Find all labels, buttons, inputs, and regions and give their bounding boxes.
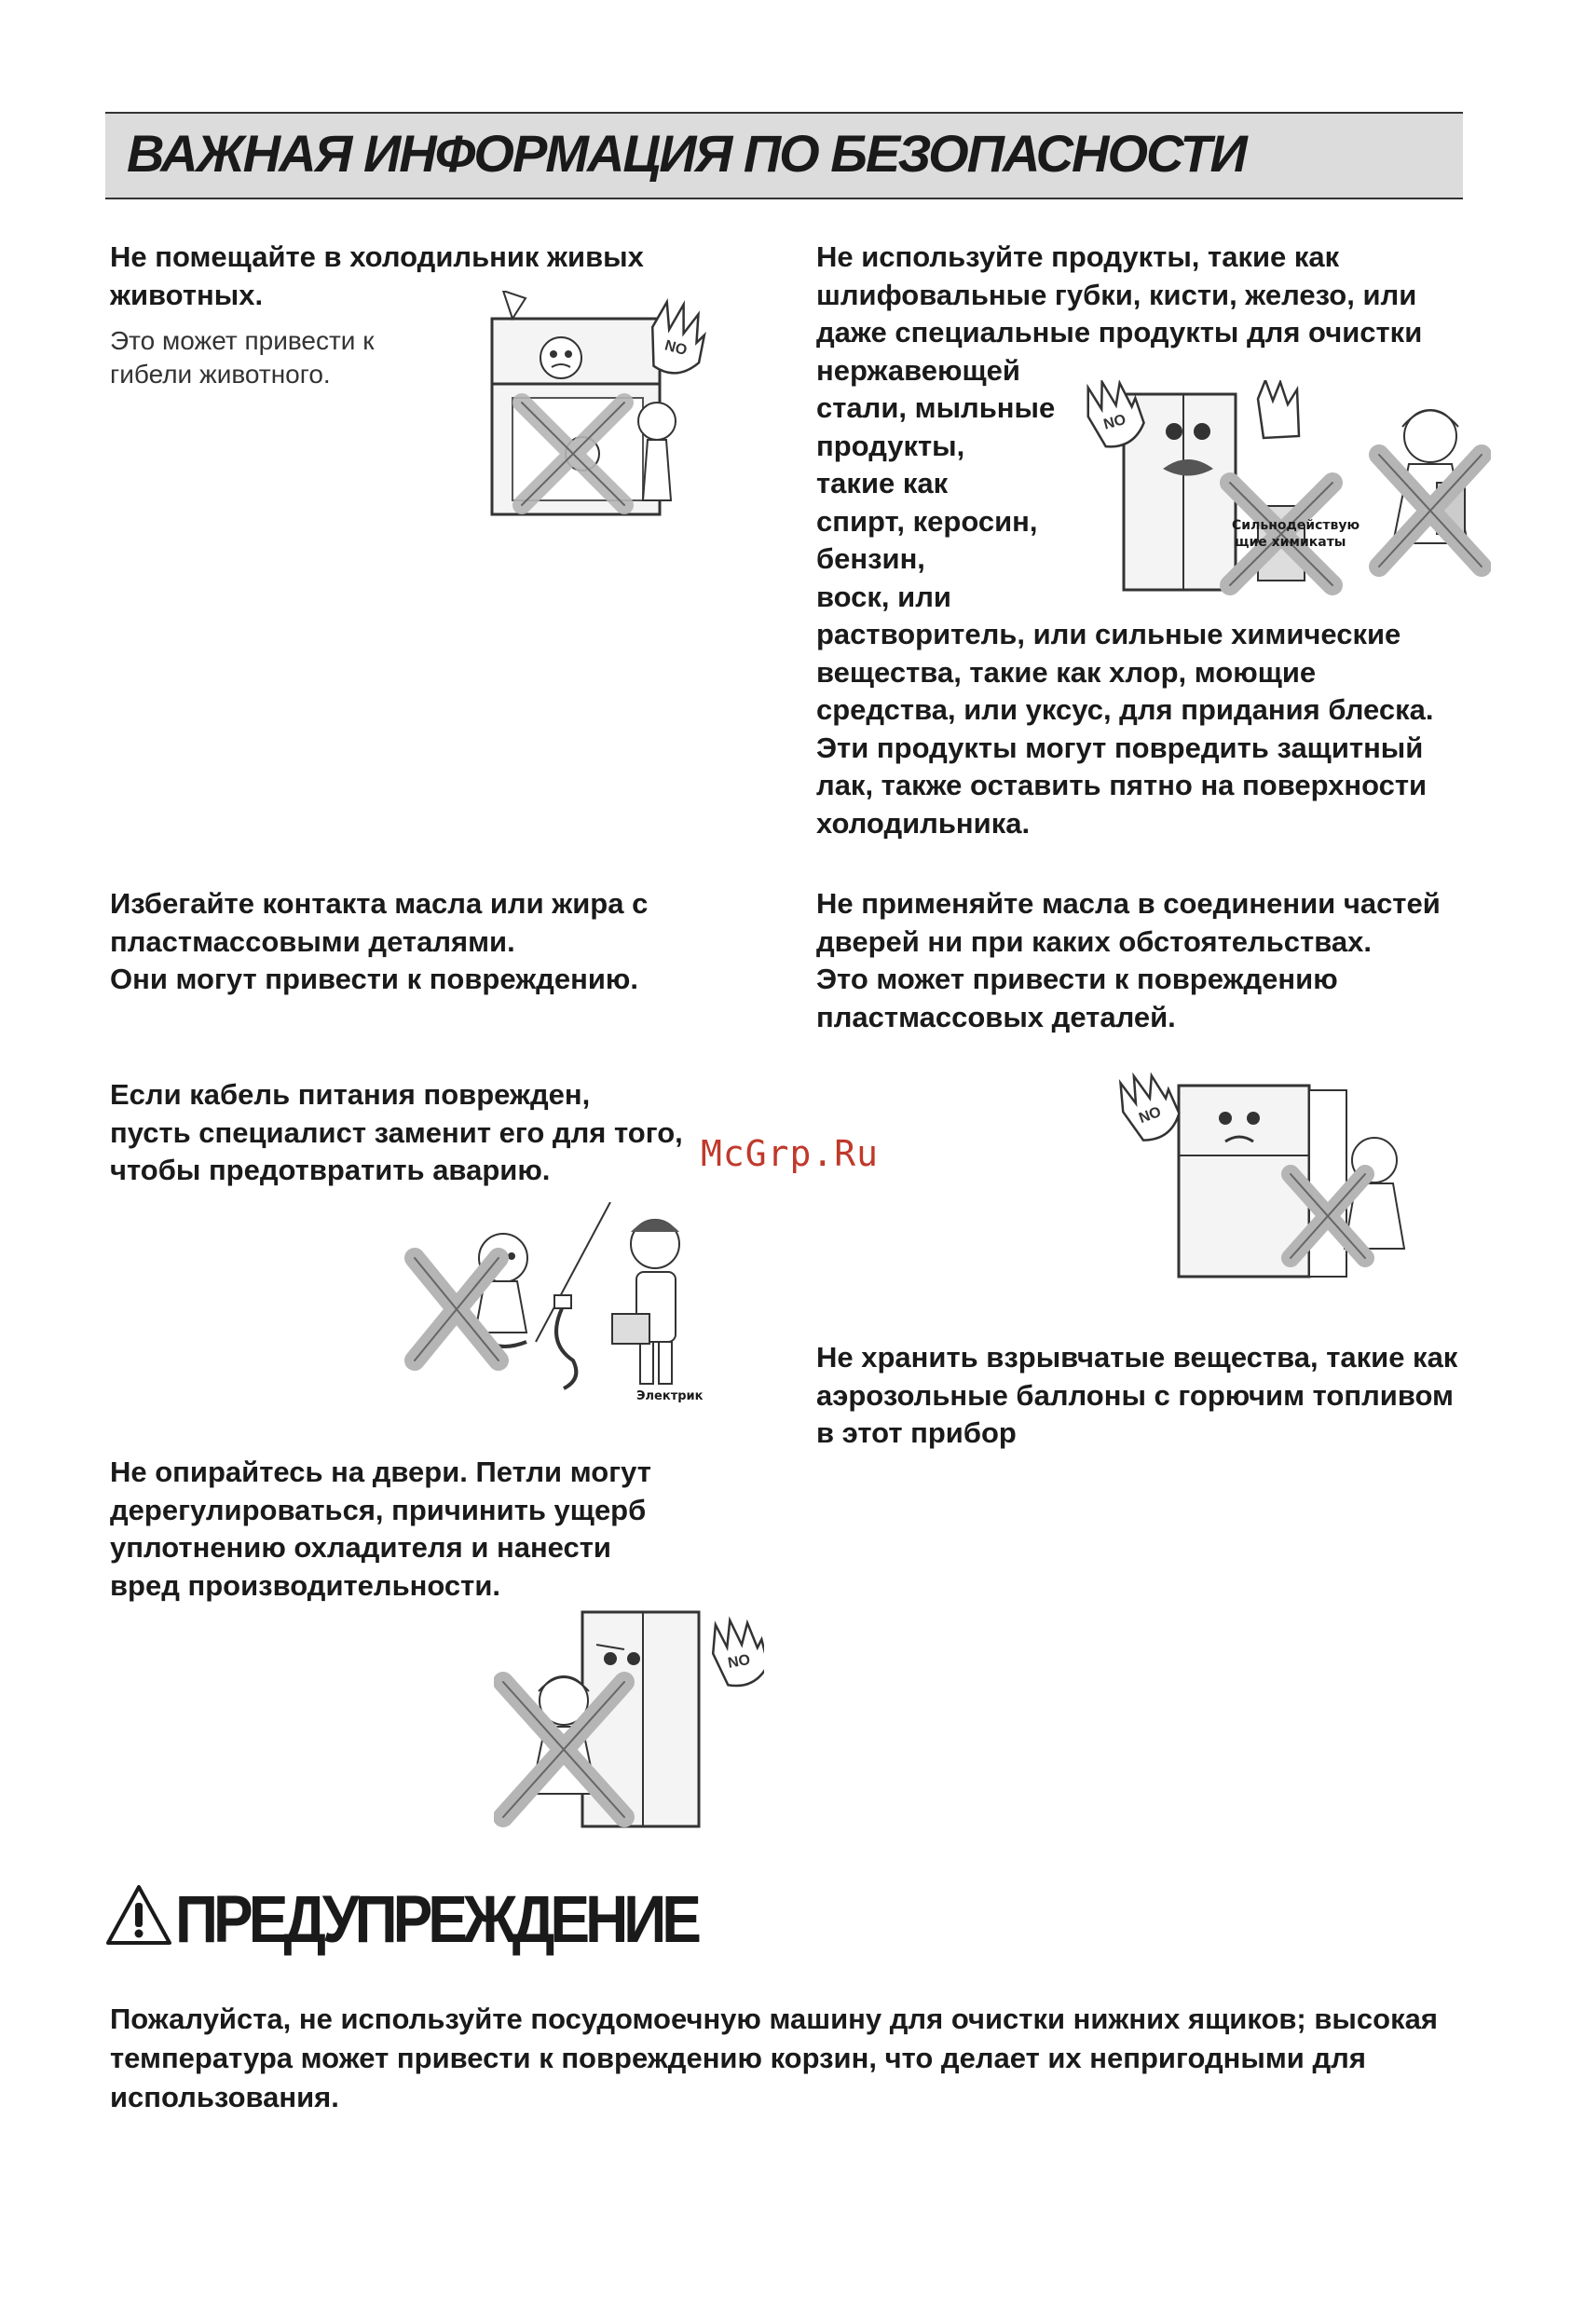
no-hand-icon (708, 1615, 764, 1689)
power-cable-illustration (396, 1202, 713, 1412)
cleaning-products-warning: Не используйте продукты, такие как шлифовальные губки, кисти, железо, или даже специальные продукты для очистки нержавеющей стали, мыльные продукты, такие как спирт, керосин, бензин, воск, или растворитель, или сильные химические вещества, такие как хлор, моющие средства, или уксус, для придания блеска. Эти продукты могут повредить защитный лак, также оставить пятно на поверхности холодильника. (816, 240, 1434, 840)
warning-triangle-icon (105, 1884, 172, 1946)
svg-text:NO: NO (1137, 1103, 1164, 1128)
hinge-oil-warning: Не применяйте масла в соединении частей дверей ни при каких обстоятельствах. Это может привести к повреждению пластмассовых деталей. (816, 887, 1441, 1033)
explosives-warning: Не хранить взрывчатые вещества, такие как аэрозольные баллоны с горючим топливом в этот прибор (816, 1341, 1458, 1449)
door-leaning-illustration (494, 1607, 764, 1831)
no-hand-icon (1113, 1072, 1184, 1146)
power-cable-warning: Если кабель питания поврежден, пусть специалист заменит его для того, чтобы предотвратить аварию. (110, 1078, 683, 1186)
watermark: McGrp.Ru (701, 1133, 880, 1174)
page-title: ВАЖНАЯ ИНФОРМАЦИЯ ПО БЕЗОПАСНОСТИ (127, 124, 1246, 183)
hinge-oil-illustration (1076, 1072, 1421, 1281)
animals-warning-note: Это может привести к гибели животного. (110, 326, 375, 389)
warning-title: ПРЕДУПРЕЖДЕНИЕ (175, 1881, 697, 1957)
svg-text:NO: NO (726, 1651, 752, 1672)
svg-text:Электрик: Электрик (636, 1389, 704, 1403)
svg-text:NO: NO (1101, 411, 1128, 433)
animal-in-fridge-illustration (485, 291, 736, 524)
oil-contact-warning: Избегайте контакта масла или жира с пластмассовыми деталями. Они могут привести к повреждению. (110, 887, 649, 995)
svg-text:щие химикаты: щие химикаты (1235, 535, 1346, 550)
doors-warning: Не опирайтесь на двери. Петли могут дерегулироваться, причинить ущерб уплотнению охладителя и нанести вред производительности. (110, 1456, 651, 1602)
warning-text: Пожалуйста, не используйте посудомоечную машину для очистки нижних ящиков; высокая температура может привести к повреждению корзин, что делает их непригодными для использования. (110, 2003, 1438, 2113)
svg-text:Сильнодействую: Сильнодействую (1232, 518, 1360, 533)
svg-text:NO: NO (663, 337, 689, 360)
chemicals-illustration (1081, 380, 1491, 599)
animals-warning-title: Не помещайте в холодильник живых животных. (110, 240, 644, 311)
